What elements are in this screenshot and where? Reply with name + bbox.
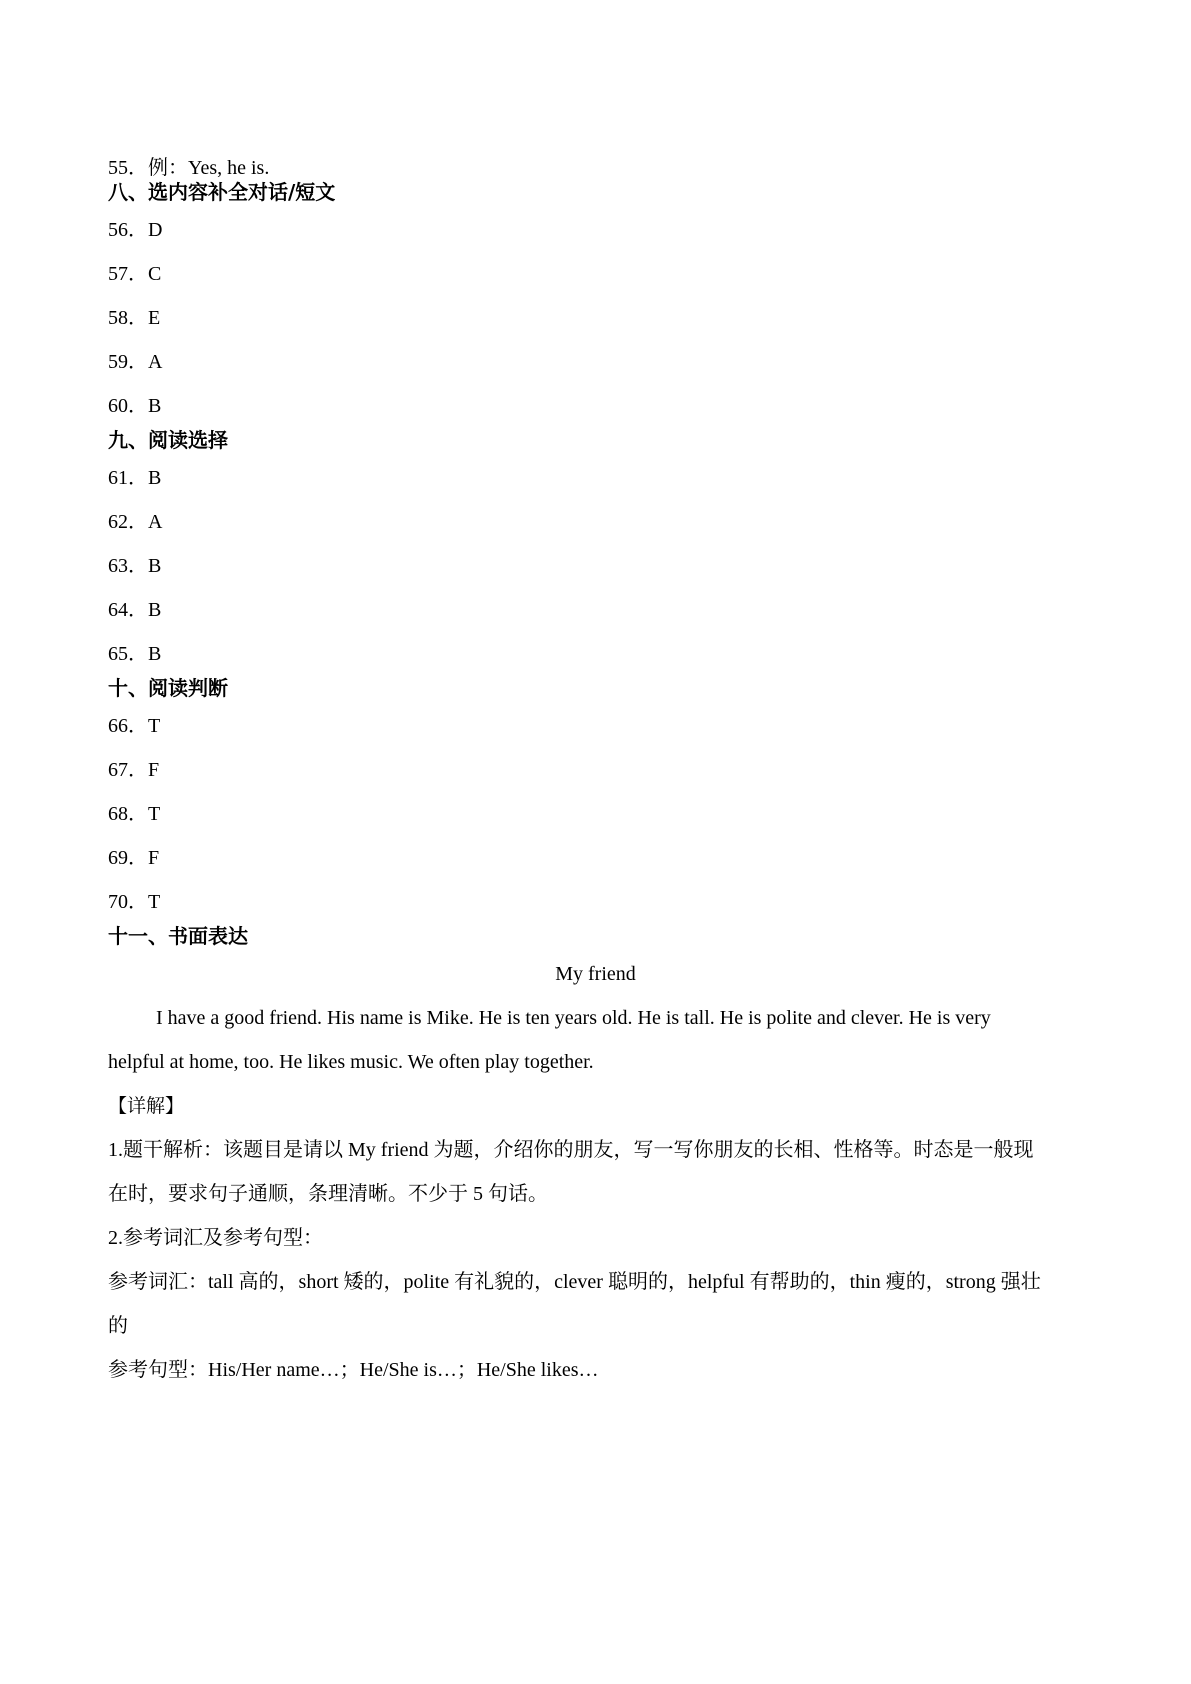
answer-58: 58．E	[108, 307, 161, 329]
vocab-line-2: 的	[108, 1315, 128, 1337]
essay-line-2: helpful at home, too. He likes music. We often play together.	[108, 1051, 594, 1073]
analysis-line-1: 1.题干解析：该题目是请以 My friend 为题，介绍你的朋友，写一写你朋友的长相、性格等。时态是一般现	[108, 1139, 1034, 1161]
answer-60: 60．B	[108, 395, 162, 417]
pattern-line: 参考句型：His/Her name…；He/She is…；He/She likes…	[108, 1359, 599, 1381]
detail-heading: 【详解】	[108, 1095, 185, 1117]
answer-55: 55．例：Yes, he is.	[108, 157, 270, 179]
answer-67: 67．F	[108, 759, 160, 781]
section-8-title: 八、选内容补全对话/短文	[108, 180, 336, 204]
essay-line-1: I have a good friend. His name is Mike. He is ten years old. He is tall. He is polite and clever. He is very	[156, 1007, 991, 1029]
answer-68: 68．T	[108, 803, 161, 825]
essay-title: My friend	[555, 963, 636, 985]
answer-65: 65．B	[108, 643, 162, 665]
answer-70: 70．T	[108, 891, 161, 913]
section-10-title: 十、阅读判断	[108, 676, 228, 700]
analysis-line-2: 在时，要求句子通顺，条理清晰。不少于 5 句话。	[108, 1183, 548, 1205]
answer-64: 64．B	[108, 599, 162, 621]
answer-57: 57．C	[108, 263, 162, 285]
answer-69: 69．F	[108, 847, 160, 869]
vocab-line-1: 参考词汇：tall 高的，short 矮的，polite 有礼貌的，clever 聪明的，helpful 有帮助的，thin 瘦的，strong 强壮	[108, 1271, 1041, 1293]
answer-61: 61．B	[108, 467, 162, 489]
answer-66: 66．T	[108, 715, 161, 737]
answer-56: 56．D	[108, 219, 163, 241]
answer-59: 59．A	[108, 351, 163, 373]
answer-62: 62．A	[108, 511, 163, 533]
answer-63: 63．B	[108, 555, 162, 577]
section-9-title: 九、阅读选择	[108, 428, 228, 452]
reference-heading: 2.参考词汇及参考句型：	[108, 1227, 323, 1249]
section-11-title: 十一、书面表达	[108, 924, 248, 948]
